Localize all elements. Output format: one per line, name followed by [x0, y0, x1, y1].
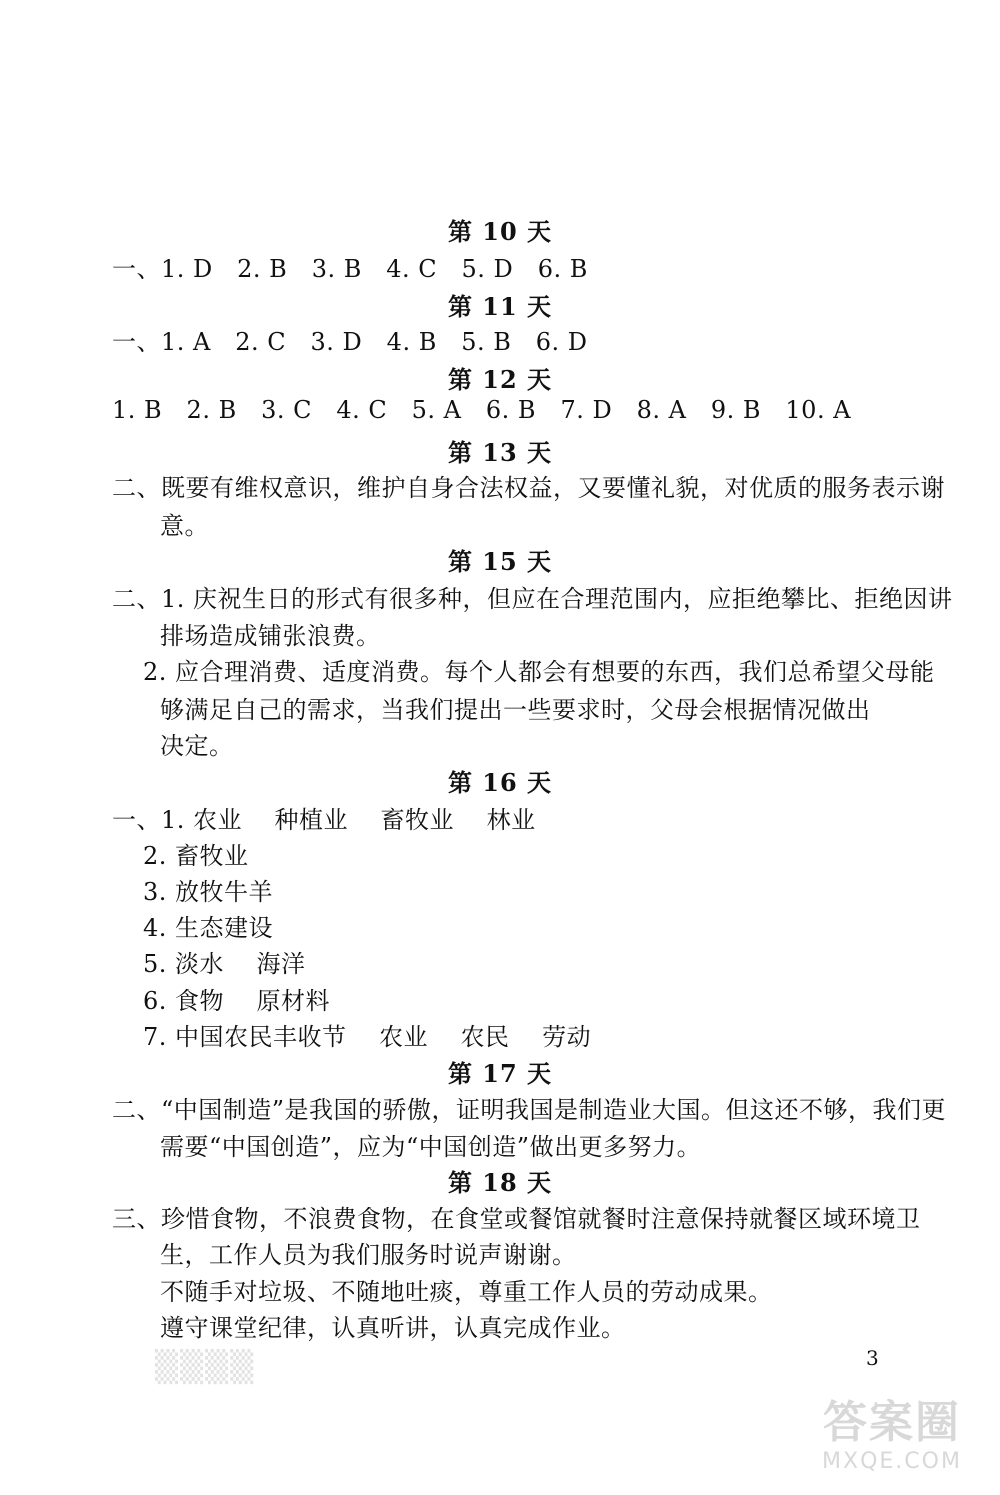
answer-line: 需要“中国创造”，应为“中国创造”做出更多努力。: [160, 1133, 702, 1161]
answer-line: 不随手对垃圾、不随地吐痰，尊重工作人员的劳动成果。: [160, 1278, 773, 1306]
answer-line: 决定。: [160, 732, 234, 760]
answer-line: 2. 应合理消费、适度消费。每个人都会有想要的东西，我们总希望父母能: [143, 658, 935, 686]
faint-stamp-mark: ▒▒▒▒: [155, 1350, 256, 1385]
answer-line: 二、1. 庆祝生日的形式有很多种，但应在合理范围内，应拒绝攀比、拒绝因讲: [112, 585, 953, 613]
answer-line: 二、“中国制造”是我国的骄傲，证明我国是制造业大国。但这还不够，我们更: [112, 1096, 947, 1124]
site-watermark: [802, 1397, 982, 1489]
section-heading: 第 17 天: [447, 1059, 553, 1088]
answer-line: 4. 生态建设: [143, 914, 274, 942]
answer-line: 意。: [160, 512, 209, 540]
answer-line: 够满足自己的需求，当我们提出一些要求时，父母会根据情况做出: [160, 696, 871, 724]
watermark-logo-text: 答案圈: [823, 1397, 961, 1448]
section-heading: 第 15 天: [447, 547, 553, 576]
answer-line: 遵守课堂纪律，认真听讲，认真完成作业。: [160, 1314, 626, 1342]
answer-line: 一、1. 农业 种植业 畜牧业 林业: [112, 806, 536, 834]
section-heading: 第 13 天: [447, 438, 553, 467]
answer-line: 排场造成铺张浪费。: [160, 622, 381, 650]
section-heading: 第 16 天: [447, 768, 553, 797]
answer-line: 一、1. A 2. C 3. D 4. B 5. B 6. D: [112, 328, 588, 356]
section-heading: 第 12 天: [447, 365, 553, 394]
answer-line: 三、珍惜食物，不浪费食物，在食堂或餐馆就餐时注意保持就餐区域环境卫: [112, 1205, 921, 1233]
section-heading: 第 10 天: [447, 217, 553, 246]
answer-line: 5. 淡水 海洋: [143, 950, 306, 978]
answer-line: 6. 食物 原材料: [143, 987, 331, 1015]
page-number: 3: [866, 1346, 879, 1370]
answer-line: 一、1. D 2. B 3. B 4. C 5. D 6. B: [112, 255, 588, 283]
answer-line: 二、既要有维权意识，维护自身合法权益，又要懂礼貌，对优质的服务表示谢: [112, 474, 945, 502]
section-heading: 第 11 天: [447, 292, 553, 321]
answer-line: 1. B 2. B 3. C 4. C 5. A 6. B 7. D 8. A 9. B 10. A: [112, 396, 852, 424]
answer-line: 2. 畜牧业: [143, 842, 249, 870]
answer-line: 3. 放牧牛羊: [143, 878, 274, 906]
answer-line: 7. 中国农民丰收节 农业 农民 劳动: [143, 1023, 592, 1051]
watermark-domain: MXQE.COM: [822, 1449, 962, 1474]
section-heading: 第 18 天: [447, 1168, 553, 1197]
answer-line: 生，工作人员为我们服务时说声谢谢。: [160, 1241, 577, 1269]
